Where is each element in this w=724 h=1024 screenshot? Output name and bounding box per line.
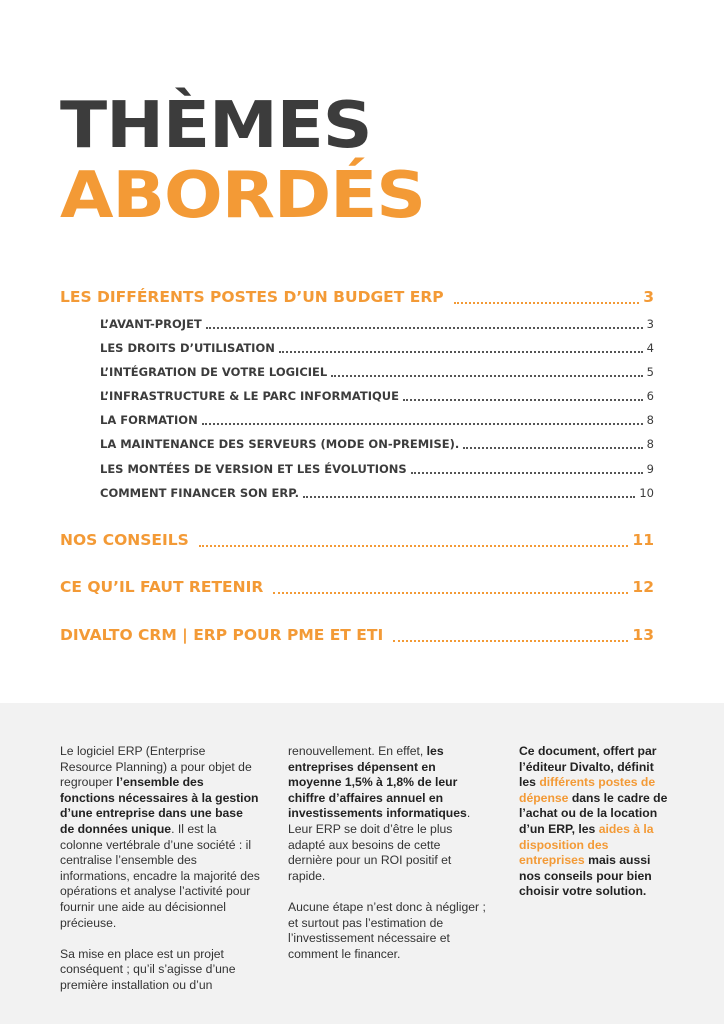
intro-text: mais aussi nos conseils pour bien choisir votre solution. xyxy=(519,853,652,899)
toc-subsection-page: 6 xyxy=(646,389,654,403)
toc-section-conseils[interactable] xyxy=(60,531,654,549)
intro-paragraph xyxy=(519,744,669,900)
toc-subsection-page: 8 xyxy=(646,437,654,451)
intro-paragraph: Sa mise en place est un projet conséquent ; qu’il s’agisse d’une première installation ou d’un xyxy=(60,946,236,992)
toc-subsection-page: 8 xyxy=(646,413,654,427)
intro-column-1 xyxy=(60,744,260,1009)
toc-subsection-avant-projet[interactable] xyxy=(100,317,654,331)
intro-paragraph: Aucune étape n’est donc à négliger ; et surtout pas l’estimation de l’investissement nécessaire et comment le financer. xyxy=(288,899,486,961)
toc-section-page: 11 xyxy=(632,531,654,549)
intro-paragraph xyxy=(60,744,260,931)
toc-leader-dots xyxy=(403,393,643,401)
toc-section-page: 3 xyxy=(643,288,654,306)
toc-subsection-financer[interactable] xyxy=(100,486,654,500)
intro-text: Ce document, offert par l’éditeur Divalto, définit les xyxy=(519,744,657,790)
title-line-2: ABORDÉS xyxy=(60,159,425,233)
toc-subsection-formation[interactable] xyxy=(100,413,654,427)
toc-subsection-label: LA FORMATION xyxy=(100,413,198,427)
intro-text: dans le cadre de l’achat ou de la location d’un ERP, les xyxy=(519,790,668,836)
toc-subsection-infrastructure[interactable] xyxy=(100,389,654,403)
intro-emphasis: l’ensemble des fonctions nécessaires à la gestion d’une entreprise dans une base de données unique xyxy=(60,775,259,836)
toc-leader-dots xyxy=(279,345,643,353)
toc-section-budget[interactable] xyxy=(60,288,654,306)
toc-subsection-montees-version[interactable] xyxy=(100,462,654,476)
toc-subsection-label: L’INTÉGRATION DE VOTRE LOGICIEL xyxy=(100,365,328,379)
intro-text: . Il est la colonne vertébrale d’une société : il centralise l’ensemble des informations, encadre la majorité des opérations et analyse l’activité pour fournir une aide au décisionnel précieuse. xyxy=(60,821,260,930)
toc-section-label: DIVALTO CRM | ERP POUR PME ET ETI xyxy=(60,626,384,644)
toc-leader-dots xyxy=(393,632,628,642)
intro-text: . Leur ERP se doit d’être le plus adapté aux besoins de cette dernière pour un ROI positif et rapide. xyxy=(288,806,471,883)
toc-subsection-label: L’INFRASTRUCTURE & LE PARC INFORMATIQUE xyxy=(100,389,399,403)
toc-subsection-maintenance[interactable] xyxy=(100,437,654,451)
intro-column-3 xyxy=(519,744,669,916)
toc-section-retenir[interactable] xyxy=(60,578,654,596)
intro-paragraph xyxy=(288,744,488,884)
toc-section-label: LES DIFFÉRENTS POSTES D’UN BUDGET ERP xyxy=(60,288,444,306)
toc-leader-dots xyxy=(454,294,640,304)
toc-leader-dots xyxy=(202,417,643,425)
intro-highlight: aides à la disposition des entreprises xyxy=(519,821,654,868)
toc-subsection-page: 4 xyxy=(646,341,654,355)
toc-subsection-page: 9 xyxy=(646,462,654,476)
title-line-1: THÈMES xyxy=(60,89,372,163)
intro-text: Le logiciel ERP (Enterprise Resource Planning) a pour objet de regrouper xyxy=(60,744,252,790)
toc-section-divalto[interactable] xyxy=(60,626,654,644)
toc-subsection-droits[interactable] xyxy=(100,341,654,355)
toc-section-label: CE QU’IL FAUT RETENIR xyxy=(60,578,264,596)
toc-section-label: NOS CONSEILS xyxy=(60,531,189,549)
toc-leader-dots xyxy=(199,537,629,547)
toc-subsection-label: L’AVANT-PROJET xyxy=(100,317,202,331)
toc-leader-dots xyxy=(411,466,643,474)
toc-subsection-integration[interactable] xyxy=(100,365,654,379)
toc-subsection-label: LA MAINTENANCE DES SERVEURS (MODE ON-PREMISE). xyxy=(100,437,460,451)
toc-leader-dots xyxy=(206,321,643,329)
toc-subsection-page: 3 xyxy=(646,317,654,331)
toc-leader-dots xyxy=(463,441,642,449)
toc-subsection-label: LES MONTÉES DE VERSION ET LES ÉVOLUTIONS xyxy=(100,462,407,476)
intro-text: renouvellement. En effet, xyxy=(288,744,427,758)
toc-section-page: 12 xyxy=(632,578,654,596)
toc-subsection-label: LES DROITS D’UTILISATION xyxy=(100,341,275,355)
toc-subsection-page: 10 xyxy=(639,486,654,500)
toc-subsection-label: COMMENT FINANCER SON ERP. xyxy=(100,486,299,500)
intro-emphasis: les entreprises dépensent en moyenne 1,5% à 1,8% de leur chiffre d’affaires annuel en investissements informatiques xyxy=(288,744,467,821)
toc-leader-dots xyxy=(303,490,635,498)
toc-leader-dots xyxy=(331,369,642,377)
toc-leader-dots xyxy=(273,584,628,594)
intro-column-2 xyxy=(288,744,488,978)
toc-subsection-page: 5 xyxy=(646,365,654,379)
toc-section-page: 13 xyxy=(632,626,654,644)
intro-highlight: différents postes de dépense xyxy=(519,775,656,805)
